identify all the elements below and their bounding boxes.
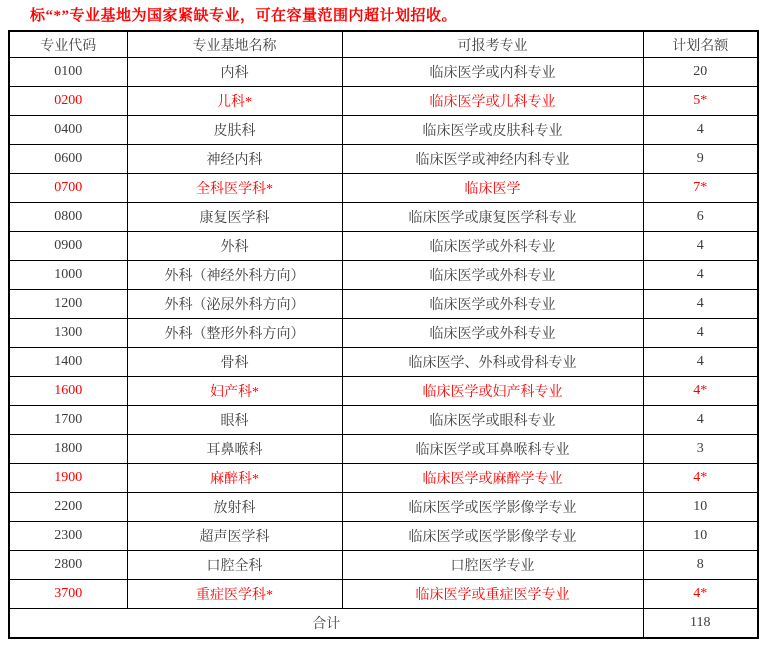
table-row bbox=[9, 261, 758, 290]
specialty-code: 1300 bbox=[9, 319, 127, 348]
table-row bbox=[9, 493, 758, 522]
specialty-code: 0200 bbox=[9, 87, 127, 116]
table-row bbox=[9, 116, 758, 145]
column-header: 专业基地名称 bbox=[127, 31, 342, 58]
base-name: 儿科* bbox=[127, 87, 342, 116]
base-name: 放射科 bbox=[127, 493, 342, 522]
eligible-majors: 临床医学或康复医学科专业 bbox=[342, 203, 643, 232]
specialty-code: 2300 bbox=[9, 522, 127, 551]
enrollment-quota-table bbox=[8, 30, 759, 639]
eligible-majors: 临床医学或眼科专业 bbox=[342, 406, 643, 435]
base-name: 全科医学科* bbox=[127, 174, 342, 203]
table-row bbox=[9, 464, 758, 493]
planned-quota: 4 bbox=[643, 406, 758, 435]
eligible-majors: 临床医学或儿科专业 bbox=[342, 87, 643, 116]
planned-quota: 4 bbox=[643, 319, 758, 348]
specialty-code: 1200 bbox=[9, 290, 127, 319]
eligible-majors: 临床医学或外科专业 bbox=[342, 290, 643, 319]
specialty-code: 0900 bbox=[9, 232, 127, 261]
eligible-majors: 临床医学或妇产科专业 bbox=[342, 377, 643, 406]
column-header: 专业代码 bbox=[9, 31, 127, 58]
planned-quota: 4* bbox=[643, 464, 758, 493]
planned-quota: 9 bbox=[643, 145, 758, 174]
eligible-majors: 临床医学或重症医学专业 bbox=[342, 580, 643, 609]
base-name: 口腔全科 bbox=[127, 551, 342, 580]
table-row bbox=[9, 174, 758, 203]
base-name: 骨科 bbox=[127, 348, 342, 377]
planned-quota: 3 bbox=[643, 435, 758, 464]
base-name: 重症医学科* bbox=[127, 580, 342, 609]
total-value: 118 bbox=[643, 609, 758, 639]
table-row bbox=[9, 290, 758, 319]
planned-quota: 4 bbox=[643, 348, 758, 377]
eligible-majors: 临床医学或内科专业 bbox=[342, 58, 643, 87]
specialty-code: 0700 bbox=[9, 174, 127, 203]
planned-quota: 7* bbox=[643, 174, 758, 203]
eligible-majors: 临床医学或医学影像学专业 bbox=[342, 493, 643, 522]
table-row bbox=[9, 551, 758, 580]
base-name: 外科（神经外科方向） bbox=[127, 261, 342, 290]
specialty-code: 3700 bbox=[9, 580, 127, 609]
table-row bbox=[9, 203, 758, 232]
column-header: 计划名额 bbox=[643, 31, 758, 58]
planned-quota: 8 bbox=[643, 551, 758, 580]
specialty-code: 1900 bbox=[9, 464, 127, 493]
specialty-code: 0600 bbox=[9, 145, 127, 174]
planned-quota: 4 bbox=[643, 232, 758, 261]
eligible-majors: 临床医学或外科专业 bbox=[342, 261, 643, 290]
eligible-majors: 临床医学 bbox=[342, 174, 643, 203]
base-name: 外科（泌尿外科方向） bbox=[127, 290, 342, 319]
specialty-code: 1700 bbox=[9, 406, 127, 435]
eligible-majors: 临床医学或耳鼻喉科专业 bbox=[342, 435, 643, 464]
specialty-code: 0400 bbox=[9, 116, 127, 145]
base-name: 皮肤科 bbox=[127, 116, 342, 145]
eligible-majors: 临床医学或外科专业 bbox=[342, 319, 643, 348]
table-row bbox=[9, 377, 758, 406]
specialty-code: 0100 bbox=[9, 58, 127, 87]
table-row bbox=[9, 580, 758, 609]
base-name: 耳鼻喉科 bbox=[127, 435, 342, 464]
table-row bbox=[9, 145, 758, 174]
planned-quota: 4* bbox=[643, 580, 758, 609]
header-row bbox=[9, 31, 758, 58]
planned-quota: 4 bbox=[643, 261, 758, 290]
table-row bbox=[9, 319, 758, 348]
specialty-code: 1800 bbox=[9, 435, 127, 464]
base-name: 麻醉科* bbox=[127, 464, 342, 493]
table-row bbox=[9, 58, 758, 87]
table-row bbox=[9, 522, 758, 551]
base-name: 内科 bbox=[127, 58, 342, 87]
specialty-code: 0800 bbox=[9, 203, 127, 232]
planned-quota: 6 bbox=[643, 203, 758, 232]
table-body bbox=[9, 58, 758, 609]
eligible-majors: 口腔医学专业 bbox=[342, 551, 643, 580]
table-row bbox=[9, 435, 758, 464]
planned-quota: 4* bbox=[643, 377, 758, 406]
specialty-code: 1000 bbox=[9, 261, 127, 290]
base-name: 眼科 bbox=[127, 406, 342, 435]
base-name: 康复医学科 bbox=[127, 203, 342, 232]
total-label: 合计 bbox=[9, 609, 643, 639]
eligible-majors: 临床医学或神经内科专业 bbox=[342, 145, 643, 174]
base-name: 超声医学科 bbox=[127, 522, 342, 551]
planned-quota: 5* bbox=[643, 87, 758, 116]
eligible-majors: 临床医学或皮肤科专业 bbox=[342, 116, 643, 145]
base-name: 外科 bbox=[127, 232, 342, 261]
eligible-majors: 临床医学或医学影像学专业 bbox=[342, 522, 643, 551]
planned-quota: 20 bbox=[643, 58, 758, 87]
note-asterisk-explanation: 标“*”专业基地为国家紧缺专业，可在容量范围内超计划招收。 bbox=[30, 8, 458, 24]
table-row bbox=[9, 87, 758, 116]
table-row bbox=[9, 406, 758, 435]
eligible-majors: 临床医学、外科或骨科专业 bbox=[342, 348, 643, 377]
specialty-code: 2200 bbox=[9, 493, 127, 522]
base-name: 神经内科 bbox=[127, 145, 342, 174]
table-row bbox=[9, 348, 758, 377]
table-row bbox=[9, 232, 758, 261]
eligible-majors: 临床医学或麻醉学专业 bbox=[342, 464, 643, 493]
total-row bbox=[9, 609, 758, 639]
planned-quota: 10 bbox=[643, 522, 758, 551]
planned-quota: 10 bbox=[643, 493, 758, 522]
planned-quota: 4 bbox=[643, 116, 758, 145]
specialty-code: 1600 bbox=[9, 377, 127, 406]
base-name: 外科（整形外科方向） bbox=[127, 319, 342, 348]
specialty-code: 1400 bbox=[9, 348, 127, 377]
specialty-code: 2800 bbox=[9, 551, 127, 580]
planned-quota: 4 bbox=[643, 290, 758, 319]
column-header: 可报考专业 bbox=[342, 31, 643, 58]
eligible-majors: 临床医学或外科专业 bbox=[342, 232, 643, 261]
base-name: 妇产科* bbox=[127, 377, 342, 406]
